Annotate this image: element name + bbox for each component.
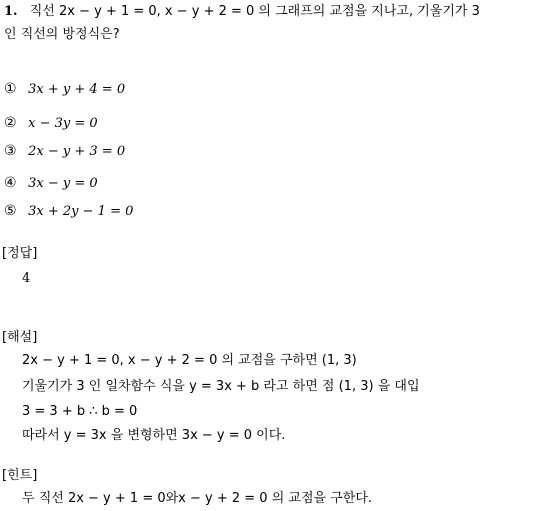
explanation-line-3	[22, 404, 137, 420]
hint-label-line	[2, 468, 37, 484]
hint-text: 두 직선 2x − y + 1 = 0와x − y + 2 = 0 의 교점을 구한다.	[22, 491, 373, 506]
choice-marker-5: ⑤	[4, 203, 17, 219]
question-line-2	[4, 27, 120, 43]
question-line-1	[4, 4, 480, 20]
choice-3[interactable]	[4, 143, 125, 160]
question-number: 1.	[4, 4, 18, 19]
question-text-line-2: 인 직선의 방정식은?	[4, 27, 120, 42]
hint-line	[22, 491, 372, 507]
choice-4[interactable]	[4, 175, 98, 192]
choice-text-2: x − 3y = 0	[28, 116, 98, 131]
answer-label: [정답]	[2, 246, 38, 261]
explanation-label-line	[2, 330, 37, 346]
choice-text-4: 3x − y = 0	[28, 176, 98, 191]
explanation-text-3: 3 = 3 + b ∴ b = 0	[22, 404, 138, 419]
choice-text-1: 3x + y + 4 = 0	[28, 82, 126, 97]
choice-text-3: 2x − y + 3 = 0	[28, 144, 126, 159]
explanation-text-1: 2x − y + 1 = 0, x − y + 2 = 0 의 교점을 구하면 (1, 3)	[22, 353, 357, 368]
choice-marker-2: ②	[4, 115, 17, 131]
explanation-line-4	[22, 428, 285, 444]
explanation-text-4: 따라서 y = 3x 을 변형하면 3x − y = 0 이다.	[22, 428, 286, 443]
choice-1[interactable]	[4, 81, 125, 98]
explanation-label: [해설]	[2, 330, 38, 345]
choice-marker-3: ③	[4, 143, 17, 159]
choice-text-5: 3x + 2y − 1 = 0	[28, 204, 134, 219]
choice-marker-1: ①	[4, 81, 17, 97]
explanation-text-2: 기울기가 3 인 일차함수 식을 y = 3x + b 라고 하면 점 (1, 3) 을 대입	[22, 379, 420, 394]
choice-5[interactable]	[4, 203, 133, 220]
answer-value-line	[22, 271, 30, 287]
choice-2[interactable]	[4, 115, 98, 132]
explanation-line-1	[22, 353, 357, 369]
answer-label-line	[2, 246, 37, 262]
answer-value: 4	[22, 271, 31, 286]
explanation-line-2	[22, 379, 420, 395]
hint-label: [힌트]	[2, 468, 38, 483]
question-text-line-1: 직선 2x − y + 1 = 0, x − y + 2 = 0 의 그래프의 교점을 지나고, 기울기가 3	[29, 4, 480, 19]
choice-marker-4: ④	[4, 175, 17, 191]
